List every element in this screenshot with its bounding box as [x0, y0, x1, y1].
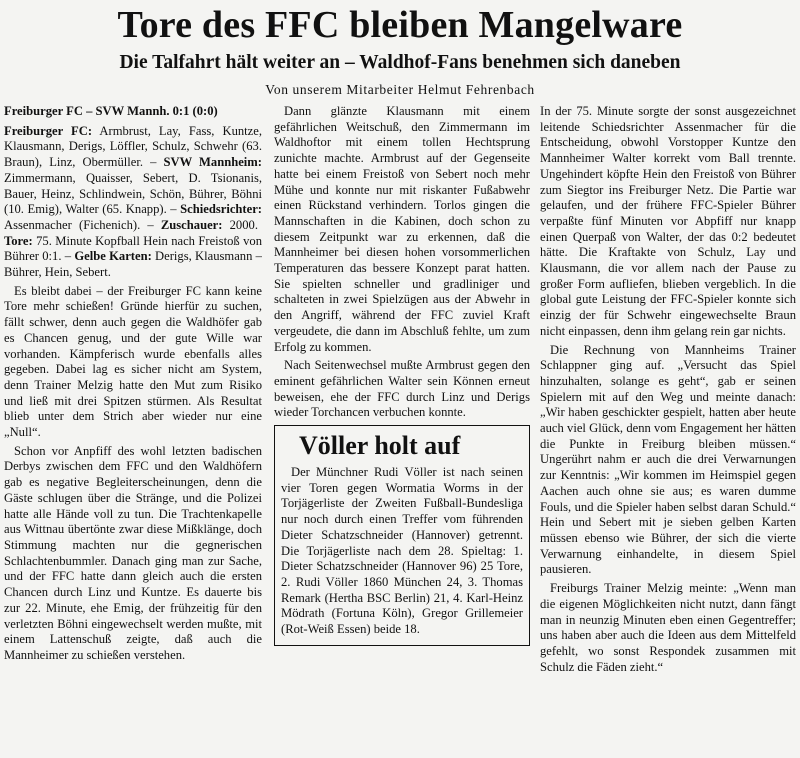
cards-label: Gelbe Karten: [74, 249, 152, 264]
column-3 [540, 104, 796, 678]
column-1 [4, 104, 262, 667]
referee-label: Schiedsrichter: [180, 202, 262, 217]
crowd-label: Zuschauer: [160, 217, 223, 232]
column-2 [274, 104, 530, 646]
col2-paragraph-2: Nach Seitenwechsel mußte Armbrust gegen den eminent gefährlichen Walter sein Können erneut beweisen, ehe der FFC durch Linz und Derigs wieder Torchancen verbuchen konnte. [274, 358, 530, 420]
sidebar-box-text: Der Münchner Rudi Völler ist nach seinen vier Toren gegen Wormatia Worms in der Torjägerliste der Zweiten Fußball-Bundesliga nur noch durch einen Treffer vom führenden Dieter Schatzschneider (Hannover) getrennt. Die Torjägerliste nach dem 28. Spieltag: 1. Dieter Schatzschneider (Hannover 96) 25 Tore, 2. Rudi Völler 1860 München 24, 3. Thomas Remark (Hertha BSC Berlin) 21, 4. Karl-Heinz Mödrath (Fortuna Köln), Gregor Grillemeier (Rot-Weiß Essen) beide 18. [281, 465, 523, 637]
match-result-line: Freiburger FC – SVW Mannh. 0:1 (0:0) [4, 104, 218, 118]
sidebar-box-title: Völler holt auf [299, 431, 461, 461]
col3-paragraph-1: In der 75. Minute sorgte der sonst ausgezeichnet leitende Schiedsrichter Assenmacher für die Entscheidung, obwohl Vorstopper Kuntze den Mannheimer Walter korrekt vom Ball trennte. Ungehindert köpfte Hein den Freistoß von Bührer zum Siegtor ins Freiburger Netz. Die Partie war gelaufen, und der frühere FFC-Spieler Bührer verpaßte fünf Minuten vor Abpfiff nur knapp einen Querpaß von Walter, der das 0:2 bedeutet hätte. Die Kraftakte von Schulz, Lay und Klausmann, die vor allem nach der Pause zu großer Form aufliefen, blieben vergeblich. In die global gute Leistung der FFC-Spieler konnte sich einzig der für Schwehr eingewechselte Braun nicht einpassen, denn ihm gelang rein gar nichts. [540, 104, 796, 338]
col3-paragraph-2: Die Rechnung von Mannheims Trainer Schlappner ging auf. „Versucht das Spiel hinzuhalten, solange es geht“, gab er seinen Spielern mit auf den Weg und meinte danach: „Wir haben geschickter gespielt, hatten aber heute auch viel Glück, denn vom Engagement her hätten die Punkte in Freiburg bleiben müssen.“ Ungerührt nahm er auch die drei Verwarnungen zur Kenntnis: „Wir kommen im Heimspiel gegen Aachen auch ohne sie aus; es waren dumme Fouls, und die Spieler haben selbst daran Schuld.“ Hein und Sebert mit je sieben gelben Karten müssen ebenso wie Bührer, der sich die vierte Verwarnung einhandelte, in diesem Spiel pausieren. [540, 342, 796, 577]
referee-text: Assenmacher (Fichenich). – [4, 217, 161, 232]
lineup-box-score [4, 124, 262, 281]
goals-label: Tore: [4, 233, 33, 248]
col2-paragraph-1: Dann glänzte Klausmann mit einem gefährlichen Weitschuß, den Zimmermann im Waldhoftor mit einem tollen Hechtsprung zunichte machte. Armbrust auf der Gegenseite hatte bei einem Freistoß von Sebert noch mehr Mühe und konnte nur mit riskanter Fußabwehr einen Rückstand verhindern. Torlos gingen die Mannschaften in die Kabinen, doch schon zu diesem Zeitpunkt war zu erkennen, daß die Mannheimer bei diesen hohen vorsommerlichen Temperaturen das bessere Konzept parat hatten. Sie spielten schneller und gradliniger und schalteten in zwei Spielzügen aus der Abwehr in den Angriff, während der FFC zuviel Kraft vergeudete, die dann im Abschluß fehlte, um zum Erfolg zu kommen. [274, 104, 530, 354]
svw-lineup: Zimmermann, Quaisser, Sebert, D. Tsionanis, Bauer, Heinz, Schlindwein, Schön, Bührer, Böhni (10. Emig), Walter (65. Knapp). – [4, 170, 262, 217]
crowd-text: 2000. [222, 217, 258, 232]
svw-label: SVW Mannheim: [163, 155, 262, 170]
ffc-label: Freiburger FC: [4, 123, 93, 138]
subheadline: Die Talfahrt hält weiter an – Waldhof-Fans benehmen sich daneben [119, 52, 681, 73]
headline: Tore des FFC bleiben Mangelware [117, 4, 683, 46]
goals-text: 75. Minute Kopfball Hein nach Freistoß von Bührer 0:1. – [4, 233, 262, 264]
ffc-lineup: Armbrust, Lay, Fass, Kuntze, Klausmann, Derigs, Löffler, Schulz, Schwehr (63. Braun), Linz, Obermüller. – [4, 123, 262, 170]
col1-paragraph-1: Es bleibt dabei – der Freiburger FC kann keine Tore mehr schießen! Gründe hierfür zu suchen, fällt schwer, denn auch gegen die Waldhöfer gab es Chancen genug, und der gute Wille war vorhanden. Kämpferisch wurde ebenfalls alles gegeben. Dabei lag es sicher nicht am System, denn Trainer Melzig hatte den Mut zum Risiko und ließ mit drei Spitzen stürmen. Als Resultat blieb unter dem Strich aber wieder nur eine „Null“. [4, 283, 262, 440]
byline: Von unserem Mitarbeiter Helmut Fehrenbach [265, 82, 535, 97]
sidebar-box [274, 425, 530, 646]
cards-text: Derigs, Klausmann – Bührer, Hein, Sebert. [4, 249, 262, 280]
col1-paragraph-2: Schon vor Anpfiff des wohl letzten badischen Derbys zwischen dem FFC und den Waldhöfern gab es negative Begleiterscheinungen, denn die Gäste schlugen über die Stränge, und die Polizei hatte alle Hände voll zu tun. Die Trachtenkapelle aus Wittnau übertönte zwar diese Mißklänge, doch Stimmung machten nur die gegnerischen Schlachtenbummler. Danach ging man zur Sache, und der FFC hatte dann gleich auch die ersten Chancen durch Linz und Kuntze. Es dauerte bis zur 22. Minute, ehe Emig, der frühzeitig für den verletzten Böhni eingewechselt werden mußte, mit einem Lattenschuß zeigte, daß auch die Mannheimer zu schießen verstehen. [4, 443, 262, 662]
col3-paragraph-3: Freiburgs Trainer Melzig meinte: „Wenn man die eigenen Möglichkeiten nicht nutzt, dann fängt man in neunzig Minuten eben einen Gegentreffer; uns haben aber auch die Ideen aus dem Mittelfeld gefehlt, wo sonst Respondek zusammen mit Schulz die Fäden zieht.“ [540, 581, 796, 674]
